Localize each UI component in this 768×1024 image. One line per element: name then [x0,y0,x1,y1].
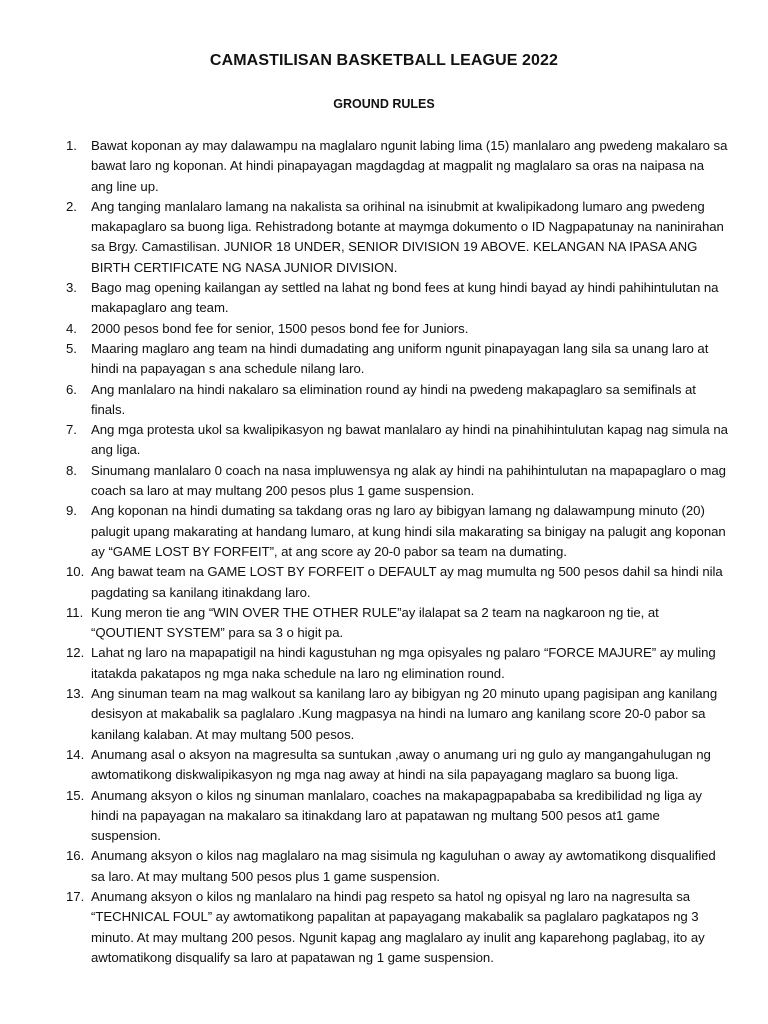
rule-item [66,501,728,562]
rule-text: Ang manlalaro na hindi nakalaro sa elimination round ay hindi na pwedeng makapaglaro sa semifinals at finals. [91,381,696,417]
rule-number: 6. [66,381,77,397]
document-title: CAMASTILISAN BASKETBALL LEAGUE 2022 [209,52,559,69]
rule-item [66,643,728,684]
rule-item [66,603,728,644]
rule-item [66,380,728,421]
rule-text: Ang bawat team na GAME LOST BY FORFEIT o DEFAULT ay mag mumulta ng 500 pesos dahil sa hindi nila pagdating sa kanilang itinakdang laro. [91,564,723,600]
rule-item [66,887,728,968]
rule-text: Ang mga protesta ukol sa kwalipikasyon ng bawat manlalaro ay hindi na pinahihintulutan kapag nag simula na ang liga. [91,422,728,458]
rule-number: 13. [66,686,85,702]
rule-number: 10. [66,564,85,580]
rule-item [66,562,728,603]
rule-item [66,136,728,197]
rule-item [66,278,728,319]
rule-text: Ang koponan na hindi dumating sa takdang oras ng laro ay bibigyan lamang ng dalawampung minuto (20) palugit upang makarating at handang lumaro, at kung hindi sila makarating sa binigay na palugit ang koponan ay “GAME LOST BY FORFEIT”, at ang score ay 20-0 pabor sa team na dumating. [91,503,726,559]
rule-number: 12. [66,645,85,661]
rule-text: Ang sinuman team na mag walkout sa kanilang laro ay bibigyan ng 20 minuto upang pagisipan ang kanilang desisyon at makabalik sa paglalaro .Kung magpasya na hindi na lumaro ang kanilang score 20-0 pabor sa kanilang kalaban. At may multang 500 pesos. [91,686,718,742]
rule-number: 16. [66,848,85,864]
rule-text: Kung meron tie ang “WIN OVER THE OTHER RULE”ay ilalapat sa 2 team na nagkaroon ng tie, at “QOUTIENT SYSTEM” para sa 3 o higit pa. [91,604,659,641]
rule-number: 3. [66,280,77,296]
rule-number: 4. [66,320,77,336]
document-subtitle: GROUND RULES [333,97,435,111]
rule-item [66,846,728,887]
rule-number: 7. [66,422,77,438]
rules-list [66,136,728,968]
rule-text: Anumang aksyon o kilos ng sinuman manlalaro, coaches na makapagpapababa sa kredibilidad ng liga ay hindi na papayagan na makalaro sa itinakdang laro at papatawan ng multang 500 pesos at1 game suspension. [91,787,702,844]
rule-number: 8. [66,462,77,478]
rule-text: Bawat koponan ay may dalawampu na maglalaro ngunit labing lima (15) manlalaro ang pwedeng makalaro sa bawat laro ng koponan. At hindi pinapayagan magdagdag at magpalit ng maglalaro sa oras na naipasa na ang line up. [91,138,728,194]
rule-number: 15. [66,787,85,803]
rule-text: Maaring maglaro ang team na hindi dumadating ang uniform ngunit pinapayagan lang sila sa unang laro at hindi na papayagan s ana schedule nilang laro. [91,340,709,377]
rule-number: 14. [66,746,85,762]
rule-text: Sinumang manlalaro 0 coach na nasa impluwensya ng alak ay hindi na pahihintulutan na mapapaglaro o mag coach sa laro at may multang 200 pesos plus 1 game suspension. [91,462,726,499]
rule-number: 1. [66,138,77,153]
rule-item [66,319,728,339]
rule-number: 5. [66,340,77,356]
rule-item [66,339,728,380]
rule-item [66,420,728,461]
rule-text: Anumang aksyon o kilos nag maglalaro na mag sisimula ng kaguluhan o away ay awtomatikong disqualified sa laro. At may multang 500 pesos plus 1 game suspension. [91,848,716,884]
rule-text: Ang tanging manlalaro lamang na nakalista sa orihinal na isinubmit at kwalipikadong lumaro ang pwedeng makapaglaro sa buong liga. Rehistradong botante at maymga dokumento o ID Nagpapatunay na naninirahan sa Brgy. Camastilisan. JUNIOR 18 UNDER, SENIOR DIVISION 19 ABOVE. KELANGAN NA IPASA ANG BIRTH CERTIFICATE NG NASA JUNIOR DIVISION. [91,198,724,275]
rule-number: 2. [66,198,77,214]
rule-item [66,745,728,786]
rule-item [66,461,728,502]
rule-text: Anumang asal o aksyon na magresulta sa suntukan ,away o anumang uri ng gulo ay mangangahulugan ng awtomatikong diskwalipikasyon ng mga nag away at hindi na sila papayagang maglaro sa buong liga. [91,746,711,783]
rule-number: 17. [66,888,85,904]
rule-item [66,684,728,745]
rule-number: 11. [66,604,84,620]
rule-text: Bago mag opening kailangan ay settled na lahat ng bond fees at kung hindi bayad ay hindi pahihintulutan na makapaglaro ang team. [91,280,719,316]
rule-text: 2000 pesos bond fee for senior, 1500 pesos bond fee for Juniors. [91,320,469,336]
rule-text: Lahat ng laro na mapapatigil na hindi kagustuhan ng mga opisyales ng palaro “FORCE MAJURE” ay muling itatakda pakatapos ng mga naka schedule na laro ng elimination round. [91,645,716,681]
rule-number: 9. [66,503,77,519]
rule-text: Anumang aksyon o kilos ng manlalaro na hindi pag respeto sa hatol ng opisyal ng laro na nagresulta sa “TECHNICAL FOUL” ay awtomatikong papalitan at papayagang makabalik sa paglalaro pagkatapos ng 3 minuto. At may multang 200 pesos. Ngunit kapag ang maglalaro ay inulit ang kaparehong paglabag, ito ay awtomatikong disqualify sa laro at papatawan ng 1 game suspension. [91,888,705,965]
rule-item [66,786,728,847]
rule-item [66,197,728,278]
